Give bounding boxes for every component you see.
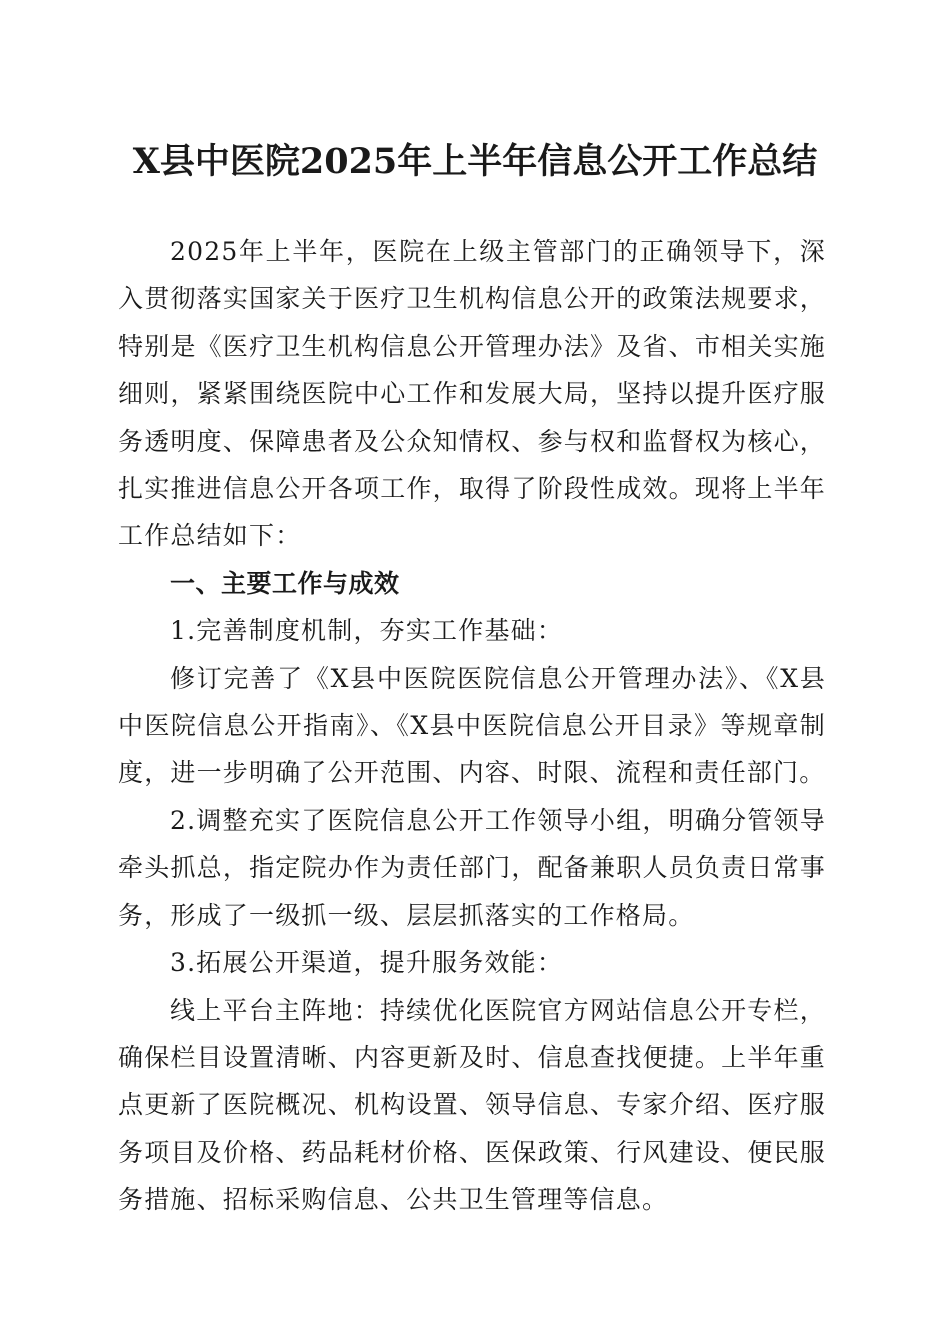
subheading-system-mechanism: 1.完善制度机制，夯实工作基础： — [170, 616, 564, 646]
paragraph-online-platform: 线上平台主阵地：持续优化医院官方网站信息公开专栏，确保栏目设置清晰、内容更新及时、信息查找便捷。上半年重点更新了医院概况、机构设置、领导信息、专家介绍、医疗服务项目及价格、药品耗材价格、医保政策、行风建设、便民服务措施、招标采购信息、公共卫生管理等信息。 — [118, 995, 826, 1215]
intro-paragraph: 2025年上半年，医院在上级主管部门的正确领导下，深入贯彻落实国家关于医疗卫生机构信息公开的政策法规要求，特别是《医疗卫生机构信息公开管理办法》及省、市相关实施细则，紧紧围绕医院中心工作和发展大局，坚持以提升医疗服务透明度、保障患者及公众知情权、参与权和监督权为核心，扎实推进信息公开各项工作，取得了阶段性成效。现将上半年工作总结如下： — [118, 237, 826, 551]
paragraph-revised-regulations: 修订完善了《X县中医院医院信息公开管理办法》、《X县中医院信息公开指南》、《X县中医院信息公开目录》等规章制度，进一步明确了公开范围、内容、时限、流程和责任部门。 — [118, 663, 826, 788]
paragraph-leadership-group: 2.调整充实了医院信息公开工作领导小组，明确分管领导牵头抓总，指定院办作为责任部门，配备兼职人员负责日常事务，形成了一级抓一级、层层抓落实的工作格局。 — [118, 805, 826, 930]
section-heading-main-work: 一、主要工作与成效 — [170, 568, 400, 598]
subheading-expand-channels: 3.拓展公开渠道，提升服务效能： — [170, 948, 564, 978]
document-title: X县中医院2025年上半年信息公开工作总结 — [132, 141, 818, 182]
document-body — [118, 228, 826, 1224]
